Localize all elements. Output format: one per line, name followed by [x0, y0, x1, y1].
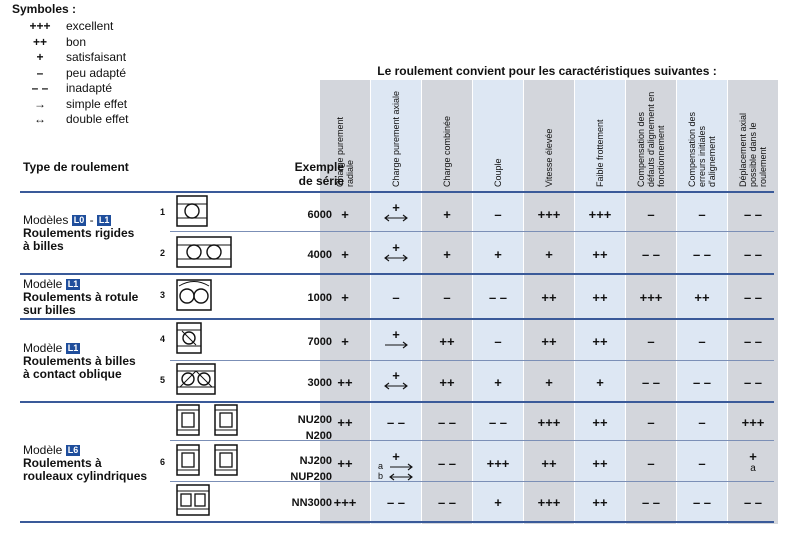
column-header-label: Couple [493, 158, 503, 187]
column-header [473, 84, 523, 187]
rating-value: + [392, 449, 400, 464]
rating-cell: ++ [592, 456, 608, 471]
column-header-label: Faible frottement [595, 119, 605, 187]
rating-cell: – [647, 207, 655, 222]
single-effect-arrow-icon [383, 341, 409, 349]
legend-label: satisfaisant [66, 50, 127, 64]
double-effect-arrow-icon [383, 254, 409, 262]
double-effect-arrow-icon [383, 382, 409, 390]
rating-cell: +++ [486, 456, 510, 471]
rating-cell: – – [641, 375, 661, 390]
rating-cell: ++ [694, 290, 710, 305]
rating-cell: ++ [592, 247, 608, 262]
bearing-type-name: rouleaux cylindriques [23, 469, 148, 483]
rating-cell: – – [743, 375, 763, 390]
single-effect-arrow-icon [388, 463, 414, 471]
series-name: NN3000 [291, 497, 332, 509]
bearing-type-name: Roulements à [23, 456, 102, 470]
rating-cell: +++ [588, 207, 612, 222]
rating-cell: + [341, 334, 349, 349]
group-title [23, 278, 138, 317]
rating-cell: – – [743, 334, 763, 349]
column-header-label: Charge purement axiale [391, 90, 401, 187]
rating-cell: +++ [741, 415, 765, 430]
rating-cell [371, 241, 421, 262]
series-label-line2: de série [298, 174, 344, 188]
rating-cell [371, 201, 421, 222]
rating-cell: + [596, 375, 604, 390]
angular-contact-ball-bearing-drawing [176, 322, 202, 354]
rating-cell: – – [437, 495, 457, 510]
group-title [23, 214, 134, 253]
legend-label: inadapté [66, 81, 113, 95]
double-row-angular-bearing-drawing [176, 363, 216, 395]
rating-cell: – – [488, 290, 508, 305]
rating-cell [371, 450, 421, 481]
column-header-label: Déplacement axial possible dans le roulement [738, 112, 768, 187]
rating-cell: – [647, 334, 655, 349]
rating-cell: – – [386, 415, 406, 430]
double-effect-arrow-icon [388, 473, 414, 481]
group-title [23, 342, 136, 381]
legend-label: excellent [66, 19, 114, 33]
model-badge: L1 [67, 279, 79, 289]
rating-cell: + [341, 290, 349, 305]
divider [170, 440, 774, 441]
rating-cell: – – [743, 290, 763, 305]
model-prefix: Modèle [23, 443, 63, 457]
rating-value: + [749, 449, 757, 464]
cylindrical-roller-bearing-nj-drawing [176, 444, 238, 476]
rating-cell: – – [743, 207, 763, 222]
bearing-type-name: Roulements à rotule [23, 290, 139, 304]
column-header [524, 84, 574, 187]
rating-cell: – [647, 456, 655, 471]
column-header [371, 84, 421, 187]
column-header [677, 84, 727, 187]
column-header [626, 84, 676, 187]
rating-cell: + [341, 247, 349, 262]
column-header-label: Charge purement radiale [335, 116, 355, 187]
legend-symbol: – – [31, 81, 49, 95]
rating-cell: – – [488, 415, 508, 430]
model-prefix: Modèles [23, 213, 69, 227]
rating-cell: ++ [592, 415, 608, 430]
model-badge: L1 [67, 343, 79, 353]
legend-label: double effet [66, 112, 129, 126]
rating-cell: + [494, 247, 502, 262]
divider [20, 318, 774, 320]
row-number: 3 [160, 290, 166, 300]
rating-cell: + [545, 247, 553, 262]
double-row-ball-bearing-drawing [176, 236, 232, 268]
rating-cell: – – [692, 247, 712, 262]
label-b: b [378, 471, 384, 481]
series-label-line1: Exemple [294, 160, 344, 174]
rating-cell: – – [437, 415, 457, 430]
column-header-label: Vitesse élevée [544, 128, 554, 187]
bearing-type-name: Roulements à billes [23, 354, 136, 368]
model-prefix: Modèle [23, 341, 63, 355]
bearing-type-name: Roulements rigides [23, 226, 135, 240]
rating-cell: ++ [592, 495, 608, 510]
bearing-type-name: à billes [23, 239, 64, 253]
divider [20, 401, 774, 403]
rating-cell: ++ [337, 456, 353, 471]
divider [170, 481, 774, 482]
badge-separator: - [89, 213, 94, 227]
divider [170, 231, 774, 232]
rating-cell: ++ [541, 334, 557, 349]
rating-cell: + [443, 247, 451, 262]
rating-cell: ++ [337, 415, 353, 430]
model-prefix: Modèle [23, 277, 63, 291]
rating-cell: ++ [439, 334, 455, 349]
rating-cell: – – [692, 375, 712, 390]
rating-cell: ++ [592, 334, 608, 349]
row-number: 2 [160, 248, 166, 258]
legend-symbol: → [34, 96, 46, 111]
group-title [23, 444, 147, 483]
rating-cell: – [443, 290, 451, 305]
cylindrical-roller-bearing-nu-drawing [176, 404, 238, 436]
series-name: NU200 [297, 414, 332, 426]
rating-cell [728, 450, 778, 474]
suits-title: Le roulement convient pour les caractéristiques suivantes : [377, 64, 717, 78]
rating-value: + [392, 200, 400, 215]
series-name: 7000 [307, 336, 332, 348]
rating-cell: – [392, 290, 400, 305]
series-name: NUP200 [290, 471, 332, 483]
rating-cell: – [647, 415, 655, 430]
rating-cell [371, 328, 421, 349]
rating-cell: + [494, 375, 502, 390]
rating-cell: – – [641, 247, 661, 262]
rating-cell: – [698, 207, 706, 222]
column-header [575, 84, 625, 187]
rating-cell: – – [437, 456, 457, 471]
column-header [320, 84, 370, 187]
column-header [728, 84, 778, 187]
row-number: 4 [160, 334, 166, 344]
bearing-type-name: à contact oblique [23, 367, 122, 381]
type-label: Type de roulement [23, 160, 129, 174]
rating-cell: – [494, 334, 502, 349]
series-name: 6000 [307, 209, 332, 221]
rating-cell: + [341, 207, 349, 222]
rating-cell: ++ [337, 375, 353, 390]
model-badge: L0 [73, 215, 85, 225]
legend-label: simple effet [66, 96, 128, 111]
rating-cell: – – [641, 495, 661, 510]
divider [20, 521, 774, 523]
series-name: 1000 [307, 292, 332, 304]
bearing-type-name: sur billes [23, 303, 76, 317]
legend-label: bon [66, 34, 87, 49]
model-badge: L6 [67, 445, 79, 455]
legend-label: peu adapté [66, 65, 127, 80]
rating-cell: ++ [541, 290, 557, 305]
row-number: 5 [160, 375, 166, 385]
rating-cell: +++ [639, 290, 663, 305]
rating-value: + [392, 368, 400, 383]
legend-symbol: + [36, 50, 44, 64]
double-effect-arrow-icon [383, 214, 409, 222]
legend-symbol: ↔ [34, 112, 46, 126]
rating-cell: +++ [333, 495, 357, 510]
column-header-label: Compensation des erreurs initiales d'alignement [687, 111, 717, 187]
divider [20, 273, 774, 275]
column-header [422, 84, 472, 187]
rating-cell: – [494, 207, 502, 222]
row-number: 1 [160, 207, 166, 217]
legend-symbol: – [36, 65, 44, 80]
rating-cell: +++ [537, 207, 561, 222]
label-a: a [378, 461, 384, 471]
self-aligning-ball-bearing-drawing [176, 279, 212, 311]
legend-symbol: ++ [32, 34, 47, 49]
legend-title: Symboles : [12, 2, 77, 16]
deep-groove-ball-bearing-drawing [176, 195, 208, 227]
series-name: 4000 [307, 249, 332, 261]
rating-cell: ++ [541, 456, 557, 471]
rating-cell: + [494, 495, 502, 510]
series-name: 3000 [307, 377, 332, 389]
rating-value: + [392, 240, 400, 255]
model-badge: L1 [98, 215, 110, 225]
series-name: N200 [305, 430, 332, 442]
legend-symbol: +++ [29, 19, 51, 33]
rating-cell: ++ [439, 375, 455, 390]
divider [170, 360, 774, 361]
rating-cell [371, 369, 421, 390]
rating-value: + [392, 327, 400, 342]
rating-cell: – – [692, 495, 712, 510]
rating-cell: – [698, 456, 706, 471]
rating-cell: – – [386, 495, 406, 510]
rating-cell: – – [743, 495, 763, 510]
row-number: 6 [160, 457, 166, 467]
rating-cell: – – [743, 247, 763, 262]
double-row-cylindrical-roller-bearing-drawing [176, 484, 210, 516]
series-name: NJ200 [299, 455, 332, 467]
rating-cell: ++ [592, 290, 608, 305]
rating-cell: – [698, 415, 706, 430]
rating-cell: – [698, 334, 706, 349]
rating-cell: + [545, 375, 553, 390]
column-header-label: Compensation des défauts d'alignement en fonctionnement [636, 91, 666, 187]
rating-cell: +++ [537, 495, 561, 510]
rating-cell: +++ [537, 415, 561, 430]
label-a: a [750, 463, 756, 474]
column-header-label: Charge combinée [442, 115, 452, 187]
rating-cell: + [443, 207, 451, 222]
divider [20, 191, 774, 193]
